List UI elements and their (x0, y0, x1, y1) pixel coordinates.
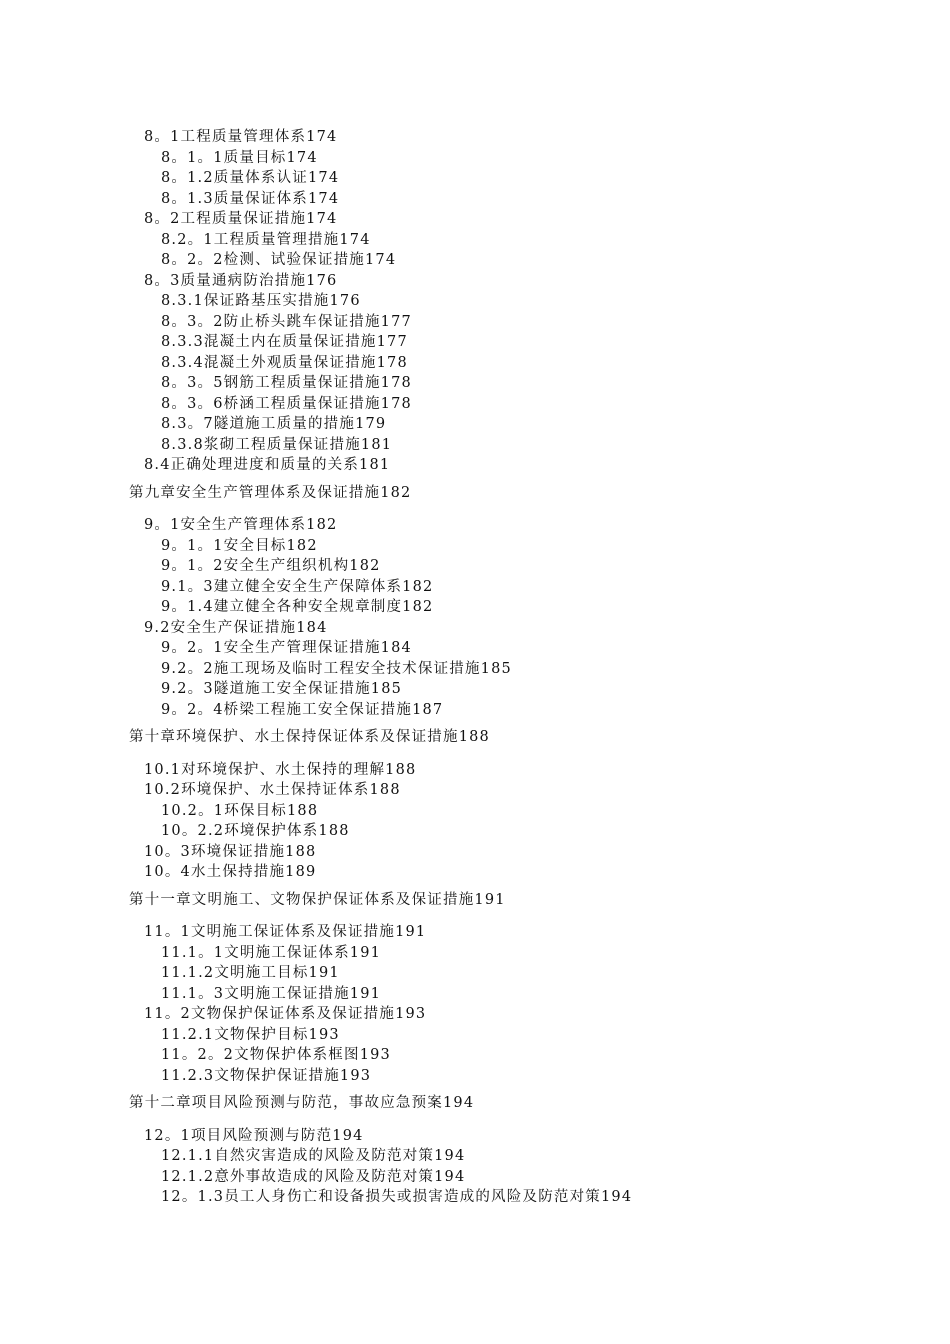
toc-entry-12-1-1[interactable]: 12.1.1自然灾害造成的风险及防范对策194 (161, 1148, 466, 1164)
toc-entry-10-3[interactable]: 10。3环境保证措施188 (144, 843, 317, 860)
toc-entry-9-1-2[interactable]: 9。1。2安全生产组织机构182 (161, 558, 381, 574)
toc-entry-9-2-2[interactable]: 9.2。2施工现场及临时工程安全技术保证措施185 (161, 660, 512, 677)
toc-chapter-10[interactable]: 第十章环境保护、水土保持保证体系及保证措施188 (129, 729, 490, 745)
toc-entry-9-1-1[interactable]: 9。1。1安全目标182 (161, 537, 318, 554)
toc-entry-9-2[interactable]: 9.2安全生产保证措施184 (144, 619, 328, 636)
toc-entry-8-3[interactable]: 8。3质量通病防治措施176 (144, 272, 338, 289)
toc-entry-8-3-7[interactable]: 8.3。7隧道施工质量的措施179 (161, 416, 387, 432)
toc-entry-9-1[interactable]: 9。1安全生产管理体系182 (144, 517, 338, 533)
table-of-contents (0, 127, 950, 1208)
toc-entry-10-2-2[interactable]: 10。2.2环境保护体系188 (161, 823, 350, 839)
toc-entry-8-1-1[interactable]: 8。1。1质量目标174 (161, 149, 318, 166)
toc-chapter-12[interactable]: 第十二章项目风险预测与防范，事故应急预案194 (129, 1095, 475, 1111)
toc-entry-11-1-3[interactable]: 11.1。3文明施工保证措施191 (161, 985, 382, 1002)
toc-entry-8-3-1[interactable]: 8.3.1保证路基压实措施176 (161, 293, 361, 309)
toc-entry-11-1[interactable]: 11。1文明施工保证体系及保证措施191 (144, 924, 427, 940)
toc-entry-11-2-3[interactable]: 11.2.3文物保护保证措施193 (161, 1067, 372, 1084)
toc-entry-11-2-2[interactable]: 11。2。2文物保护体系框图193 (161, 1047, 391, 1063)
toc-entry-9-1-4[interactable]: 9。1.4建立健全各种安全规章制度182 (161, 599, 434, 615)
toc-entry-11-1-2[interactable]: 11.1.2文明施工目标191 (161, 965, 340, 981)
toc-entry-8-2[interactable]: 8。2工程质量保证措施174 (144, 211, 338, 227)
toc-entry-8-3-6[interactable]: 8。3。6桥涵工程质量保证措施178 (161, 395, 412, 412)
toc-entry-10-1[interactable]: 10.1对环境保护、水土保持的理解188 (144, 761, 417, 778)
toc-entry-8-1-3[interactable]: 8。1.3质量保证体系174 (161, 190, 340, 207)
toc-entry-10-2-1[interactable]: 10.2。1环保目标188 (161, 802, 319, 819)
toc-entry-12-1-3[interactable]: 12。1.3员工人身伤亡和设备损失或损害造成的风险及防范对策194 (161, 1189, 633, 1205)
toc-entry-9-1-3[interactable]: 9.1。3建立健全安全生产保障体系182 (161, 578, 434, 595)
toc-entry-11-1-1[interactable]: 11.1。1文明施工保证体系191 (161, 944, 382, 961)
toc-entry-8-3-2[interactable]: 8。3。2防止桥头跳车保证措施177 (161, 313, 412, 330)
toc-entry-8-2-2[interactable]: 8。2。2检测、试验保证措施174 (161, 252, 397, 268)
toc-entry-8-3-3[interactable]: 8.3.3混凝土内在质量保证措施177 (161, 334, 408, 350)
toc-entry-9-2-1[interactable]: 9。2。1安全生产管理保证措施184 (161, 640, 412, 656)
toc-entry-12-1-2[interactable]: 12.1.2意外事故造成的风险及防范对策194 (161, 1168, 466, 1185)
toc-entry-8-3-5[interactable]: 8。3。5钢筋工程质量保证措施178 (161, 375, 412, 391)
toc-chapter-9[interactable]: 第九章安全生产管理体系及保证措施182 (129, 484, 412, 501)
toc-chapter-11[interactable]: 第十一章文明施工、文物保护保证体系及保证措施191 (129, 891, 506, 908)
toc-entry-11-2-1[interactable]: 11.2.1文物保护目标193 (161, 1026, 340, 1043)
toc-entry-8-3-4[interactable]: 8.3.4混凝土外观质量保证措施178 (161, 354, 408, 371)
toc-entry-9-2-3[interactable]: 9.2。3隧道施工安全保证措施185 (161, 681, 403, 697)
toc-entry-8-1[interactable]: 8。1工程质量管理体系174 (144, 129, 338, 145)
toc-entry-10-2[interactable]: 10.2环境保护、水土保持证体系188 (144, 782, 401, 798)
toc-entry-12-1[interactable]: 12。1项目风险预测与防范194 (144, 1127, 364, 1144)
toc-entry-8-2-1[interactable]: 8.2。1工程质量管理措施174 (161, 231, 371, 248)
toc-entry-10-4[interactable]: 10。4水土保持措施189 (144, 864, 317, 880)
toc-entry-8-4[interactable]: 8.4正确处理进度和质量的关系181 (144, 457, 391, 473)
toc-entry-11-2[interactable]: 11。2文物保护保证体系及保证措施193 (144, 1006, 427, 1022)
toc-entry-8-3-8[interactable]: 8.3.8浆砌工程质量保证措施181 (161, 436, 393, 453)
toc-entry-9-2-4[interactable]: 9。2。4桥梁工程施工安全保证措施187 (161, 701, 444, 718)
toc-entry-8-1-2[interactable]: 8。1.2质量体系认证174 (161, 170, 340, 186)
